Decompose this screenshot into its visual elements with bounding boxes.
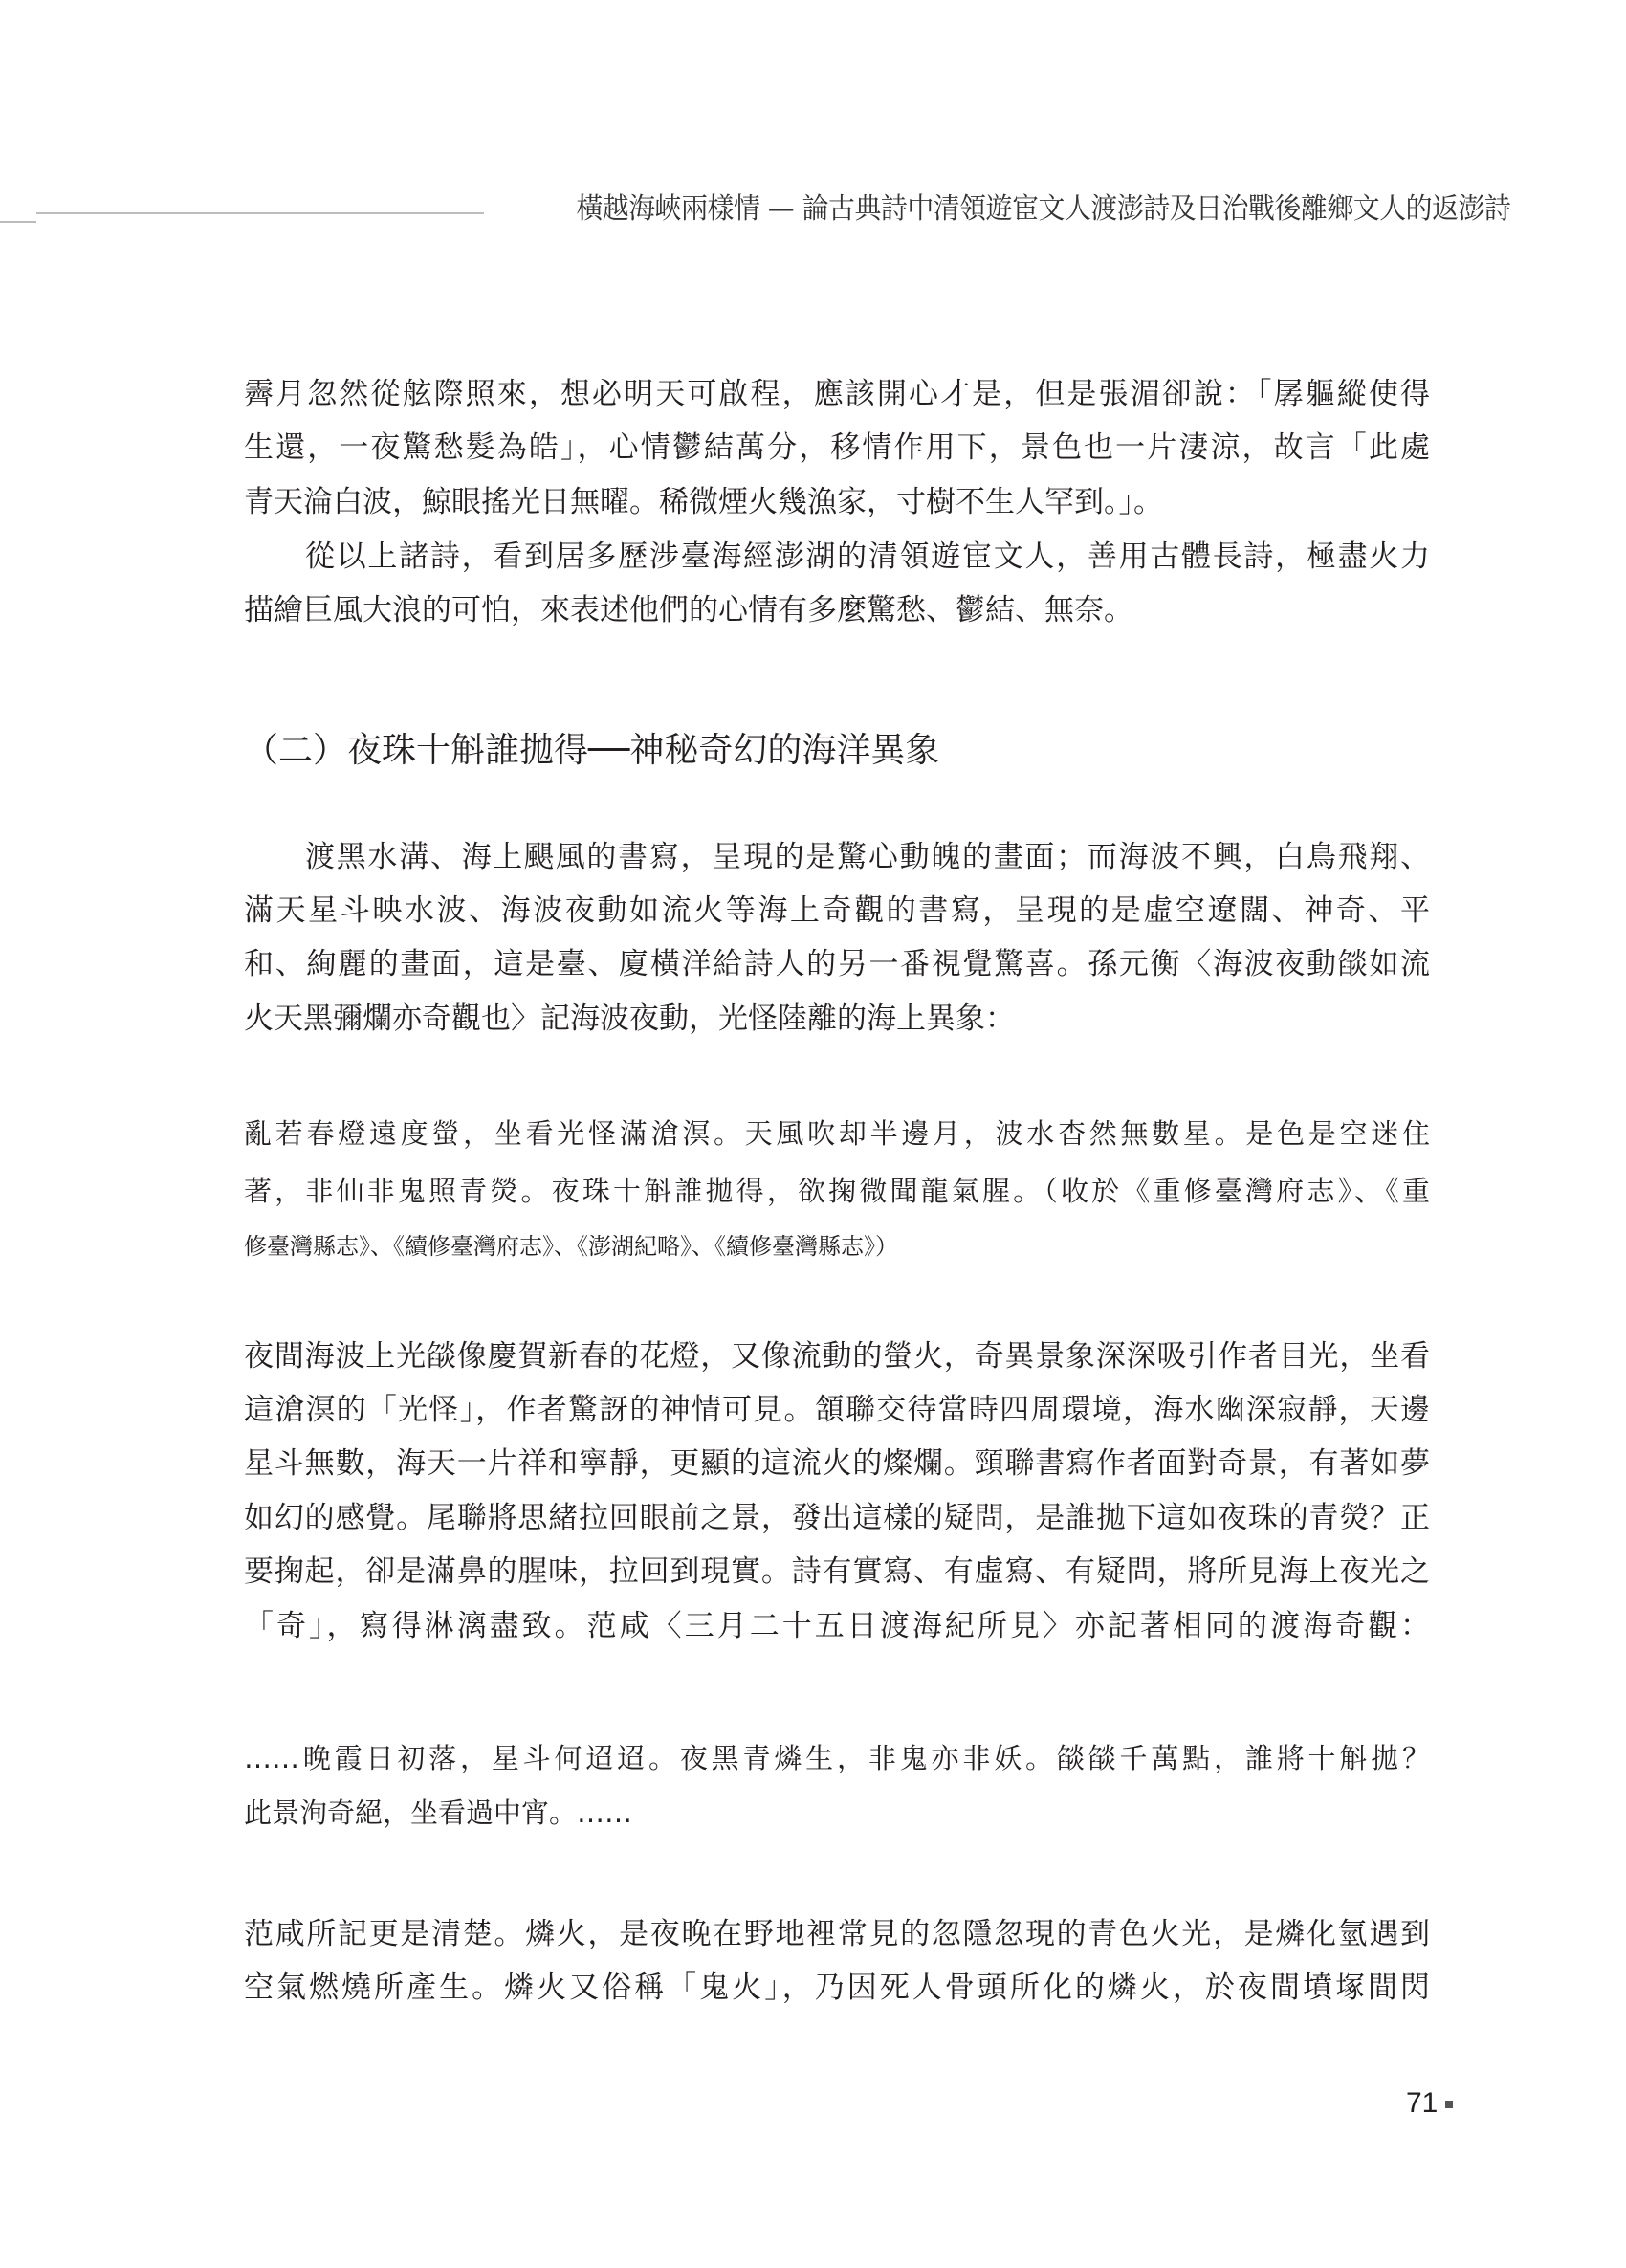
running-header: 橫越海峽兩樣情 — 論古典詩中清領遊宦文人渡澎詩及日治戰後離鄉文人的返澎詩	[576, 192, 1511, 226]
body-line: 如幻的感覺。尾聯將思緒拉回眼前之景，發出這樣的疑問，是誰拋下這如夜珠的青熒？正	[244, 1501, 1430, 1535]
body-line: 從以上諸詩，看到居多歷涉臺海經澎湖的清領遊宦文人，善用古體長詩，極盡火力	[305, 539, 1430, 574]
header-rule-short	[0, 221, 36, 223]
quote-line: 此景洵奇絕，坐看過中宵。……	[244, 1796, 633, 1829]
body-line: 描繪巨風大浪的可怕，來表述他們的心情有多麼驚愁、鬱結、無奈。	[244, 593, 1133, 628]
body-line: 渡黑水溝、海上颶風的書寫，呈現的是驚心動魄的畫面；而海波不興，白鳥飛翔、	[305, 840, 1430, 874]
body-line: 要掬起，卻是滿鼻的腥味，拉回到現實。詩有實寫、有虛寫、有疑問，將所見海上夜光之	[244, 1554, 1430, 1589]
body-line: 星斗無數，海天一片祥和寧靜，更顯的這流火的燦爛。頸聯書寫作者面對奇景，有著如夢	[244, 1446, 1430, 1481]
page-number-block	[1406, 2087, 1453, 2120]
quote-line: ……晚霞日初落，星斗何迢迢。夜黑青燐生，非鬼亦非妖。燄燄千萬點，誰將十斛拋？	[244, 1742, 1430, 1774]
body-line: 「奇」，寫得淋漓盡致。范咸〈三月二十五日渡海紀所見〉亦記著相同的渡海奇觀：	[244, 1609, 1430, 1643]
body-line: 霽月忽然從舷際照來，想必明天可啟程，應該開心才是，但是張湄卻說：「孱軀縱使得	[244, 377, 1430, 411]
page-number: 71	[1406, 2087, 1439, 2119]
body-line: 空氣燃燒所產生。燐火又俗稱「鬼火」，乃因死人骨頭所化的燐火，於夜間墳塚間閃	[244, 1971, 1430, 2005]
quote-line: 著，非仙非鬼照青熒。夜珠十斛誰拋得，欲掬微聞龍氣腥。（收於《重修臺灣府志》、《重	[244, 1175, 1430, 1207]
body-line: 滿天星斗映水波、海波夜動如流火等海上奇觀的書寫，呈現的是虛空遼闊、神奇、平	[244, 893, 1430, 928]
body-line: 生還，一夜驚愁髮為皓」，心情鬱結萬分，移情作用下，景色也一片淒涼，故言「此處	[244, 430, 1430, 465]
header-rule	[36, 212, 484, 214]
body-line: 和、絢麗的畫面，這是臺、廈橫洋給詩人的另一番視覺驚喜。孫元衡〈海波夜動燄如流	[244, 947, 1430, 981]
quote-line: 修臺灣縣志》、《續修臺灣府志》、《澎湖紀略》、《續修臺灣縣志》）	[244, 1233, 898, 1260]
page-marker-square-icon	[1445, 2101, 1453, 2108]
body-line: 火天黑彌爛亦奇觀也〉記海波夜動，光怪陸離的海上異象：	[244, 1002, 1015, 1036]
body-line: 這滄溟的「光怪」，作者驚訝的神情可見。頷聯交待當時四周環境，海水幽深寂靜，天邊	[244, 1393, 1430, 1427]
quote-line: 亂若春燈遠度螢，坐看光怪滿滄溟。天風吹却半邊月，波水杳然無數星。是色是空迷住	[244, 1117, 1430, 1150]
body-line: 范咸所記更是清楚。燐火，是夜晚在野地裡常見的忽隱忽現的青色火光，是燐化氫遇到	[244, 1917, 1430, 1951]
body-line: 夜間海波上光燄像慶賀新春的花燈，又像流動的螢火，奇異景象深深吸引作者目光，坐看	[244, 1339, 1430, 1374]
section-heading: （二）夜珠十斛誰拋得──神秘奇幻的海洋異象	[244, 731, 940, 770]
body-line: 青天淪白波，鯨眼搖光日無曜。稀微煙火幾漁家，寸樹不生人罕到。」。	[244, 485, 1163, 519]
